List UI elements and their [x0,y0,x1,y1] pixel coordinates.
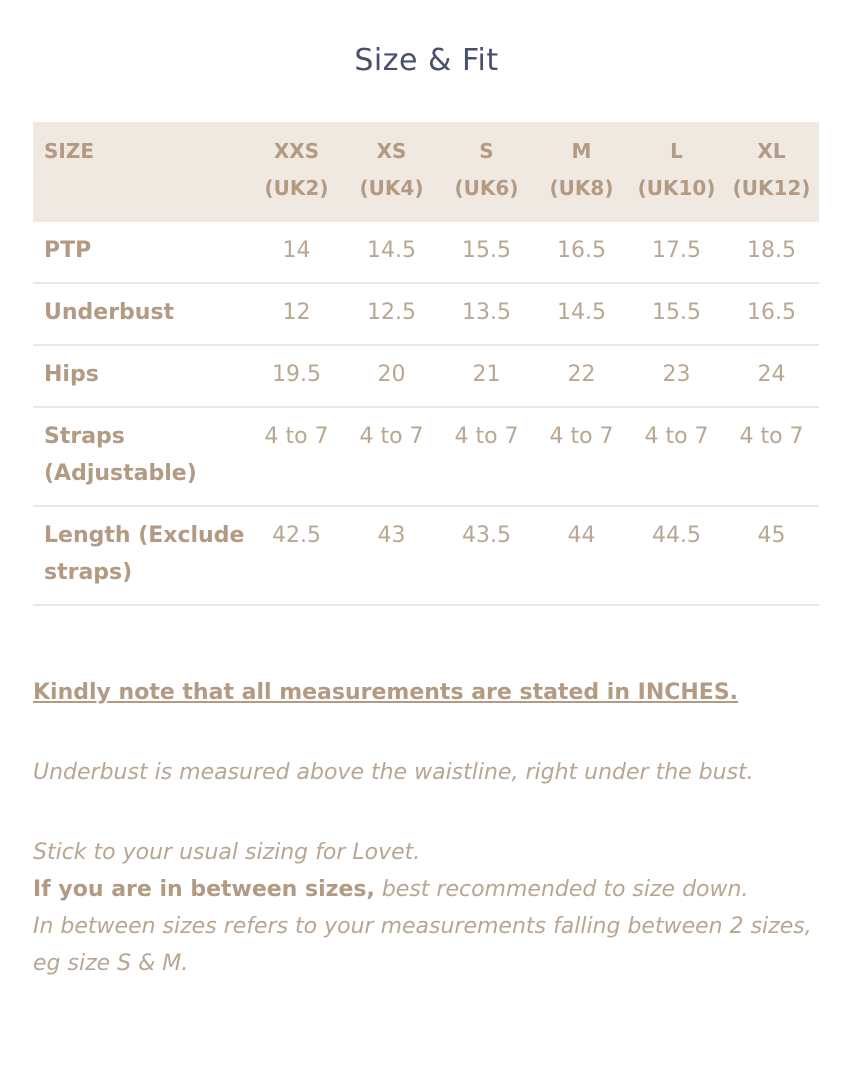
row-label: Length (Exclude straps) [44,523,245,585]
table-cell: 16.5 [557,238,606,263]
table-cell: 14.5 [367,238,416,263]
table-cell: 44 [567,523,596,548]
table-cell: 4 to 7 [739,424,804,449]
row-label: PTP [44,238,92,263]
table-cell: 44.5 [652,523,701,548]
table-cell: 4 to 7 [644,424,709,449]
measurement-units-note: Kindly note that all measurements are stated in INCHES. [33,680,739,705]
table-cell: 45 [757,523,786,548]
size-header-xs: XS (UK4) [359,139,424,200]
size-notes [33,674,823,982]
sizing-note: Stick to your usual sizing for Lovet. [33,840,421,865]
table-cell: 12 [282,300,311,325]
table-row-underbust [33,283,819,345]
table-cell: 14 [282,238,311,263]
between-sizes-explanation: In between sizes refers to your measurements falling between 2 sizes, eg size S & M. [33,914,812,976]
table-cell: 4 to 7 [264,424,329,449]
between-sizes-emphasis: If you are in between sizes, [33,877,375,902]
row-label: Straps (Adjustable) [44,424,197,486]
table-cell: 4 to 7 [454,424,519,449]
table-cell: 13.5 [462,300,511,325]
table-cell: 42.5 [272,523,321,548]
size-header-m: M (UK8) [549,139,614,200]
table-cell: 4 to 7 [549,424,614,449]
page-title: Size & Fit [354,43,499,78]
table-cell: 20 [377,362,406,387]
table-row-hips [33,345,819,407]
size-header-xl: XL (UK12) [732,139,811,200]
table-header-row [33,122,819,222]
underbust-note: Underbust is measured above the waistline, right under the bust. [33,760,754,785]
row-label: Underbust [44,300,175,325]
size-header-xxs: XXS (UK2) [264,139,329,200]
table-cell: 17.5 [652,238,701,263]
table-cell: 16.5 [747,300,796,325]
table-row-length [33,506,819,605]
table-cell: 14.5 [557,300,606,325]
table-cell: 24 [757,362,786,387]
table-row-straps [33,407,819,506]
row-label: Hips [44,362,99,387]
between-sizes-advice: best recommended to size down. [381,877,749,902]
table-cell: 15.5 [462,238,511,263]
table-cell: 4 to 7 [359,424,424,449]
table-cell: 15.5 [652,300,701,325]
table-cell: 23 [662,362,691,387]
table-cell: 19.5 [272,362,321,387]
size-chart-table [33,122,819,606]
table-cell: 21 [472,362,501,387]
table-cell: 12.5 [367,300,416,325]
size-column-header: SIZE [44,139,95,163]
table-row-ptp [33,222,819,283]
size-header-s: S (UK6) [454,139,519,200]
table-cell: 18.5 [747,238,796,263]
size-header-l: L (UK10) [637,139,716,200]
table-cell: 43.5 [462,523,511,548]
table-cell: 43 [377,523,406,548]
table-cell: 22 [567,362,596,387]
between-sizes-note [33,871,823,908]
